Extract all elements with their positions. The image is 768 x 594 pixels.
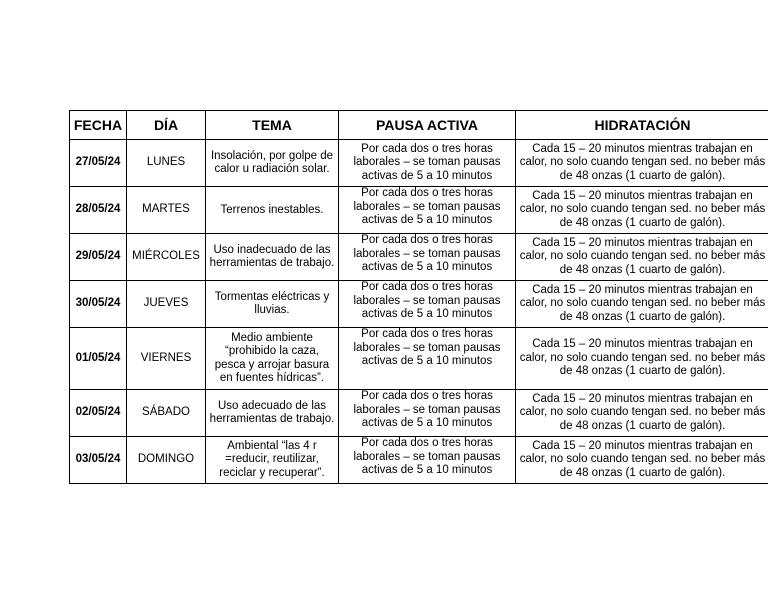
header-hidratacion: HIDRATACIÓN — [516, 111, 768, 140]
header-tema: TEMA — [206, 111, 339, 140]
schedule-table — [69, 110, 768, 484]
header-fecha: FECHA — [70, 111, 127, 140]
cell-dia: MIÉRCOLES — [127, 234, 206, 281]
cell-fecha: 30/05/24 — [70, 281, 127, 328]
cell-fecha: 03/05/24 — [70, 437, 127, 484]
cell-pausa: Por cada dos o tres horas laborales – se toman pausas activas de 5 a 10 minutos — [339, 140, 516, 187]
cell-fecha: 28/05/24 — [70, 187, 127, 234]
cell-hidratacion: Cada 15 – 20 minutos mientras trabajan en calor, no solo cuando tengan sed. no beber más de 48 onzas (1 cuarto de galón). — [516, 140, 768, 187]
header-row — [70, 111, 768, 140]
header-pausa-activa: PAUSA ACTIVA — [339, 111, 516, 140]
cell-dia: JUEVES — [127, 281, 206, 328]
cell-tema: Tormentas eléctricas y lluvias. — [206, 281, 339, 328]
table-body — [70, 140, 768, 484]
cell-hidratacion: Cada 15 – 20 minutos mientras trabajan en calor, no solo cuando tengan sed. no beber más de 48 onzas (1 cuarto de galón). — [516, 187, 768, 234]
cell-fecha: 29/05/24 — [70, 234, 127, 281]
cell-hidratacion: Cada 15 – 20 minutos mientras trabajan en calor, no solo cuando tengan sed. no beber más de 48 onzas (1 cuarto de galón). — [516, 437, 768, 484]
cell-tema: Insolación, por golpe de calor u radiación solar. — [206, 140, 339, 187]
table-row — [70, 187, 768, 234]
cell-tema-text: Terrenos inestables. — [220, 204, 324, 217]
cell-hidratacion: Cada 15 – 20 minutos mientras trabajan en calor, no solo cuando tengan sed. no beber más de 48 onzas (1 cuarto de galón). — [516, 390, 768, 437]
cell-pausa: Por cada dos o tres horas laborales – se toman pausas activas de 5 a 10 minutos — [339, 281, 516, 328]
cell-fecha: 02/05/24 — [70, 390, 127, 437]
cell-dia: LUNES — [127, 140, 206, 187]
cell-pausa: Por cada dos o tres horas laborales – se toman pausas activas de 5 a 10 minutos — [339, 328, 516, 390]
cell-dia: MARTES — [127, 187, 206, 234]
cell-hidratacion: Cada 15 – 20 minutos mientras trabajan en calor, no solo cuando tengan sed. no beber más de 48 onzas (1 cuarto de galón). — [516, 234, 768, 281]
cell-pausa: Por cada dos o tres horas laborales – se toman pausas activas de 5 a 10 minutos — [339, 234, 516, 281]
cell-tema — [206, 187, 339, 234]
table-row — [70, 140, 768, 187]
table-row — [70, 328, 768, 390]
cell-hidratacion: Cada 15 – 20 minutos mientras trabajan en calor, no solo cuando tengan sed. no beber más de 48 onzas (1 cuarto de galón). — [516, 328, 768, 390]
cell-dia: SÁBADO — [127, 390, 206, 437]
table-row — [70, 281, 768, 328]
table-header — [70, 111, 768, 140]
cell-tema: Uso adecuado de las herramientas de trabajo. — [206, 390, 339, 437]
cell-tema: Medio ambiente “prohibido la caza, pesca y arrojar basura en fuentes hídricas”. — [206, 328, 339, 390]
cell-pausa: Por cada dos o tres horas laborales – se toman pausas activas de 5 a 10 minutos — [339, 437, 516, 484]
cell-pausa: Por cada dos o tres horas laborales – se toman pausas activas de 5 a 10 minutos — [339, 390, 516, 437]
cell-tema: Uso inadecuado de las herramientas de trabajo. — [206, 234, 339, 281]
cell-dia: VIERNES — [127, 328, 206, 390]
cell-fecha: 27/05/24 — [70, 140, 127, 187]
table-row — [70, 234, 768, 281]
header-dia: DÍA — [127, 111, 206, 140]
cell-tema: Ambiental “las 4 r =reducir, reutilizar, reciclar y recuperar”. — [206, 437, 339, 484]
table-row — [70, 437, 768, 484]
cell-hidratacion: Cada 15 – 20 minutos mientras trabajan en calor, no solo cuando tengan sed. no beber más de 48 onzas (1 cuarto de galón). — [516, 281, 768, 328]
cell-dia: DOMINGO — [127, 437, 206, 484]
cell-pausa: Por cada dos o tres horas laborales – se toman pausas activas de 5 a 10 minutos — [339, 187, 516, 234]
cell-fecha: 01/05/24 — [70, 328, 127, 390]
table-row — [70, 390, 768, 437]
